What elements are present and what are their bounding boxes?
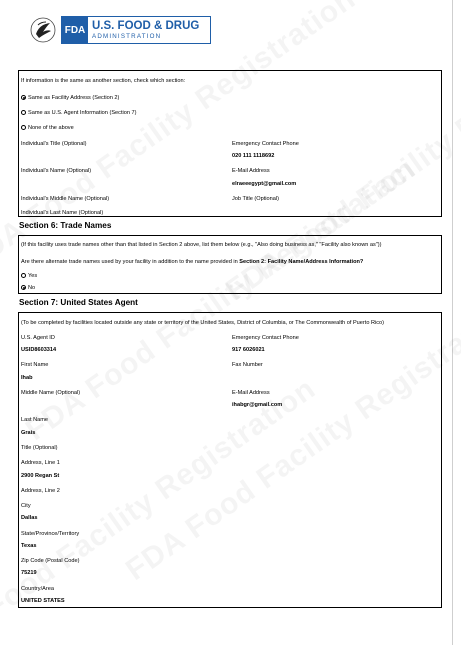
agent-zip-label: Zip Code (Postal Code) bbox=[21, 558, 80, 564]
agent-address2-label: Address, Line 2 bbox=[21, 488, 60, 494]
agent-city-value: Dallas bbox=[21, 515, 38, 521]
radio-trade-names-no[interactable] bbox=[21, 285, 26, 290]
agent-intro: (To be completed by facilities located outside any state or territory of the United States, District of Columbia, or The Commonwealth of Puerto Rico) bbox=[21, 320, 385, 326]
agent-emergency-phone-value: 917 6026021 bbox=[232, 347, 265, 353]
trade-names-intro: (If this facility uses trade names other than that listed in Section 2 above, list them below (e.g., "Also doing business as," "Facility also known as")) bbox=[21, 242, 382, 248]
agent-email-value: ihabgr@gmail.com bbox=[232, 402, 283, 408]
same-as-question: If information is the same as another section, check which section: bbox=[21, 78, 186, 84]
agent-state-value: Texas bbox=[21, 543, 37, 549]
agent-state-label: State/Province/Territory bbox=[21, 531, 80, 537]
agent-city-label: City bbox=[21, 503, 31, 509]
individuals-title-label: Individual's Title (Optional) bbox=[21, 141, 87, 147]
individuals-name-label: Individual's Name (Optional) bbox=[21, 168, 92, 174]
agent-fax-label: Fax Number bbox=[232, 362, 263, 368]
hhs-eagle-logo-icon bbox=[30, 16, 56, 44]
section6-title: Section 6: Trade Names bbox=[19, 221, 112, 230]
radio-trade-names-yes[interactable] bbox=[21, 273, 26, 278]
fda-logo-title: U.S. FOOD & DRUG bbox=[92, 19, 200, 32]
agent-id-label: U.S. Agent ID bbox=[21, 335, 55, 341]
agent-first-name-label: First Name bbox=[21, 362, 49, 368]
trade-names-question: Are there alternate trade names used by your facility in addition to the name provided in Section 2: Facility Name/Address Information? bbox=[21, 259, 364, 265]
emergency-phone-label: Emergency Contact Phone bbox=[232, 141, 299, 147]
middle-name-label: Individual's Middle Name (Optional) bbox=[21, 196, 110, 202]
radio-none[interactable] bbox=[21, 125, 26, 130]
agent-emergency-phone-label: Emergency Contact Phone bbox=[232, 335, 299, 341]
agent-last-name-label: Last Name bbox=[21, 417, 49, 423]
radio-same-as-agent[interactable] bbox=[21, 110, 26, 115]
fda-logo bbox=[61, 16, 211, 44]
page-edge bbox=[452, 0, 453, 645]
radio-label: Same as U.S. Agent Information (Section 7) bbox=[28, 110, 137, 116]
agent-last-name-value: Grais bbox=[21, 430, 36, 436]
radio-label: Same as Facility Address (Section 2) bbox=[28, 95, 120, 101]
radio-label: No bbox=[28, 285, 36, 291]
agent-country-label: Country/Area bbox=[21, 586, 54, 592]
last-name-label: Individual's Last Name (Optional) bbox=[21, 210, 104, 216]
agent-address1-label: Address, Line 1 bbox=[21, 460, 60, 466]
agent-id-value: USID8603314 bbox=[21, 347, 57, 353]
job-title-label: Job Title (Optional) bbox=[232, 196, 279, 202]
agent-address1-value: 2900 Regan St bbox=[21, 473, 60, 479]
agent-middle-name-label: Middle Name (Optional) bbox=[21, 390, 81, 396]
radio-same-as-facility[interactable] bbox=[21, 95, 26, 100]
emergency-phone-value: 020 111 1118692 bbox=[232, 153, 275, 159]
radio-label: Yes bbox=[28, 273, 38, 279]
email-label: E-Mail Address bbox=[232, 168, 270, 174]
agent-email-label: E-Mail Address bbox=[232, 390, 270, 396]
fda-logo-mark: FDA bbox=[62, 17, 88, 43]
agent-zip-value: 75219 bbox=[21, 570, 37, 576]
radio-label: None of the above bbox=[28, 125, 74, 131]
fda-logo-subtitle: ADMINISTRATION bbox=[92, 32, 162, 40]
agent-title-label: Title (Optional) bbox=[21, 445, 58, 451]
agent-country-value: UNITED STATES bbox=[21, 598, 65, 604]
section7-box bbox=[18, 312, 442, 608]
agent-first-name-value: Ihab bbox=[21, 375, 33, 381]
section7-title: Section 7: United States Agent bbox=[19, 298, 138, 307]
email-value: elraeeegypt@gmail.com bbox=[232, 181, 297, 187]
